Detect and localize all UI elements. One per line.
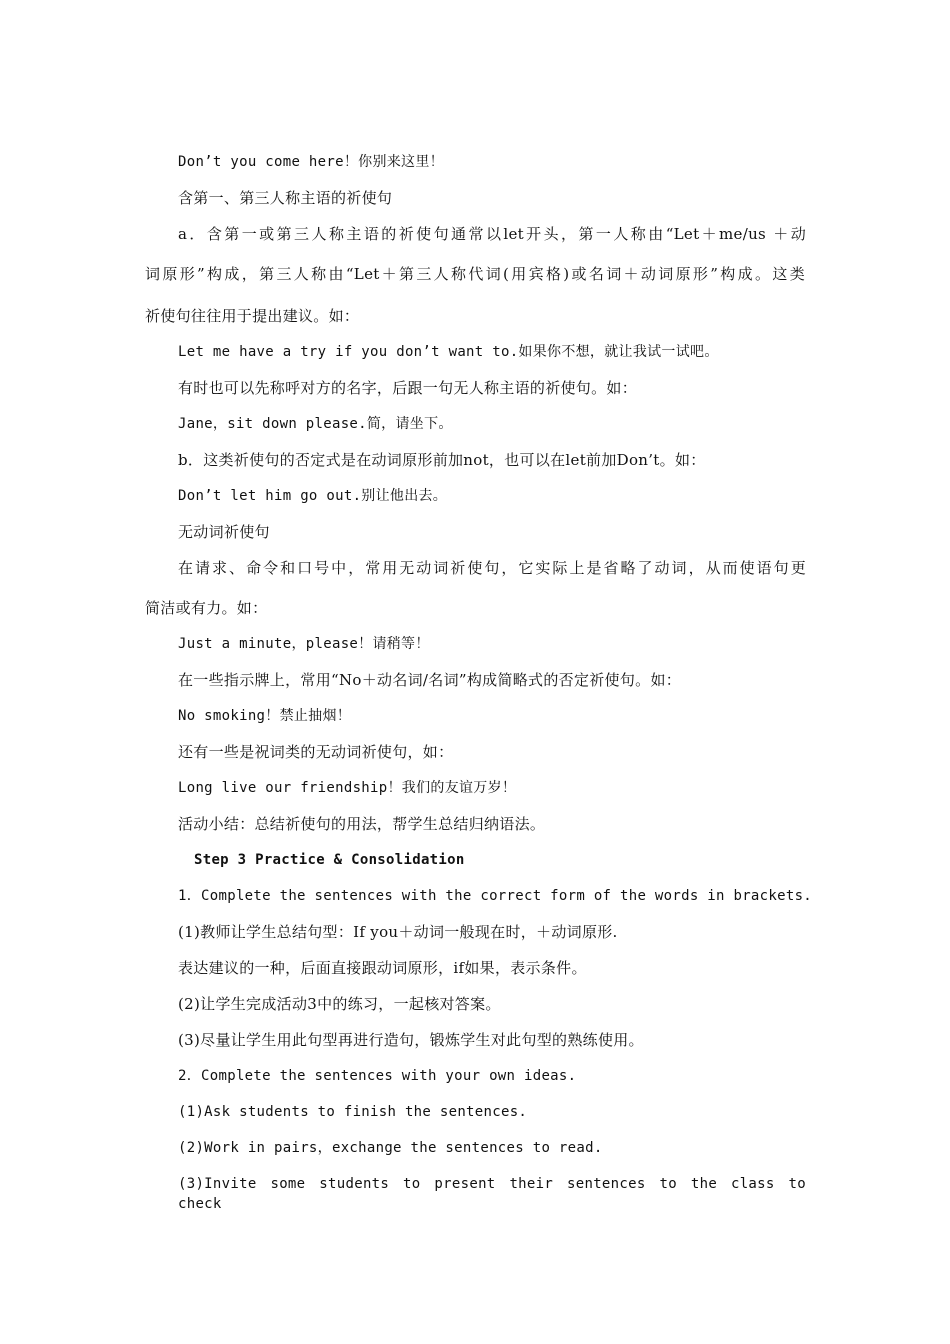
section-title: 无动词祈使句 xyxy=(178,523,270,541)
text-line: 在一些指示牌上，常用“No＋动名词/名词”构成简略式的否定祈使句。如： xyxy=(178,671,682,689)
text-line: (3)尽量让学生用此句型再进行造句，锻炼学生对此句型的熟练使用。 xyxy=(178,1031,644,1049)
text-line: 简洁或有力。如： xyxy=(145,599,268,617)
example-line: Long live our friendship！我们的友谊万岁！ xyxy=(178,780,517,796)
example-line: No smoking！禁止抽烟！ xyxy=(178,708,352,724)
text-line: (1)Ask students to finish the sentences. xyxy=(178,1104,528,1120)
text-line: (1)教师让学生总结句型：If you＋动词一般现在时，＋动词原形. xyxy=(178,923,618,941)
example-line: Don’t let him go out.别让他出去。 xyxy=(178,488,448,504)
exercise-line: 1．Complete the sentences with the correct form of the words in brackets. xyxy=(178,888,813,904)
exercise-line: 2．Complete the sentences with your own ideas. xyxy=(178,1068,577,1084)
text-line: Don’t you come here！你别来这里！ xyxy=(178,154,444,170)
section-title: 含第一、第三人称主语的祈使句 xyxy=(178,189,393,207)
text-line: 还有一些是祝词类的无动词祈使句，如： xyxy=(178,743,454,761)
example-line: Just a minute，please！请稍等！ xyxy=(178,636,430,652)
example-line: Jane，sit down please.简，请坐下。 xyxy=(178,416,453,432)
text-line: 在请求、命令和口号中，常用无动词祈使句，它实际上是省略了动词，从而使语句更 xyxy=(178,559,806,577)
text-line: 祈使句往往用于提出建议。如： xyxy=(145,307,360,325)
text-line: 有时也可以先称呼对方的名字，后跟一句无人称主语的祈使句。如： xyxy=(178,379,638,397)
text-line: 词原形”构成，第三人称由“Let＋第三人称代词(用宾格)或名词＋动词原形”构成。这类 xyxy=(145,265,805,283)
text-line: b．这类祈使句的否定式是在动词原形前加not，也可以在let前加Don’t。如： xyxy=(178,451,706,469)
text-line: a．含第一或第三人称主语的祈使句通常以let开头，第一人称由“Let＋me/us ＋动 xyxy=(178,225,806,243)
text-line: 表达建议的一种，后面直接跟动词原形，if如果，表示条件。 xyxy=(178,959,587,977)
text-line: (2)让学生完成活动3中的练习，一起核对答案。 xyxy=(178,995,501,1013)
text-line: (3)Invite some students to present their sentences to the class to check xyxy=(178,1176,806,1212)
example-line: Let me have a try if you don’t want to.如果你不想，就让我试一试吧。 xyxy=(178,344,719,360)
step-heading: Step 3 Practice & Consolidation xyxy=(194,852,465,868)
text-line: 活动小结：总结祈使句的用法，帮学生总结归纳语法。 xyxy=(178,815,546,833)
text-line: (2)Work in pairs，exchange the sentences to read. xyxy=(178,1140,603,1156)
